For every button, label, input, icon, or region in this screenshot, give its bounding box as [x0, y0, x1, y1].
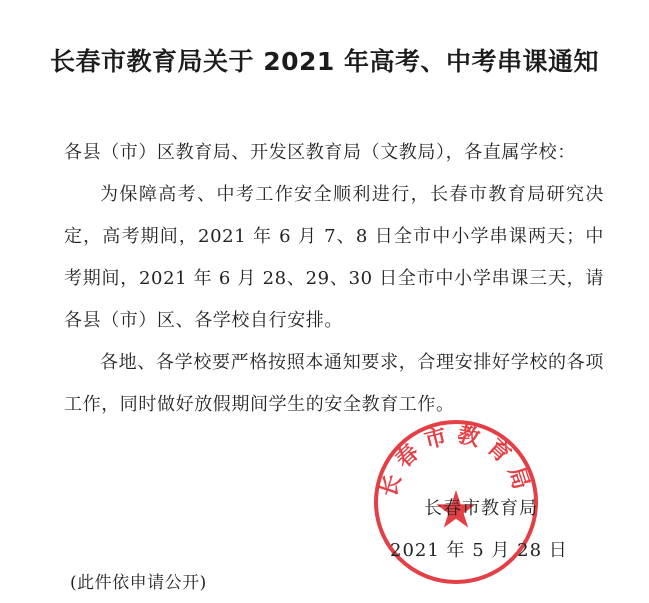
- seal-text: 长春市教育局: [375, 421, 537, 501]
- document-body: [64, 132, 604, 426]
- issuer-signature: 长春市教育局: [424, 498, 538, 519]
- notice-paragraph: 为保障高考、中考工作安全顺利进行，长春市教育局研究决定，高考期间，2021 年 6 月 7、8 日全市中小学串课两天；中考期间，2021 年 6 月 28、29、30 日全市中小学串课三天，请各县（市）区、各学校自行安排。: [64, 184, 604, 331]
- salutation-paragraph: 各县（市）区教育局、开发区教育局（文教局），各直属学校：: [64, 142, 576, 163]
- issue-date: 2021 年 5 月 28 日: [390, 540, 568, 561]
- document-title: 长春市教育局关于 2021 年高考、中考串课通知: [50, 47, 599, 76]
- requirement-paragraph: 各地、各学校要严格按照本通知要求，合理安排好学校的各项工作，同时做好放假期间学生的安全教育工作。: [64, 352, 604, 415]
- disclosure-note: (此件依申请公开): [70, 573, 207, 593]
